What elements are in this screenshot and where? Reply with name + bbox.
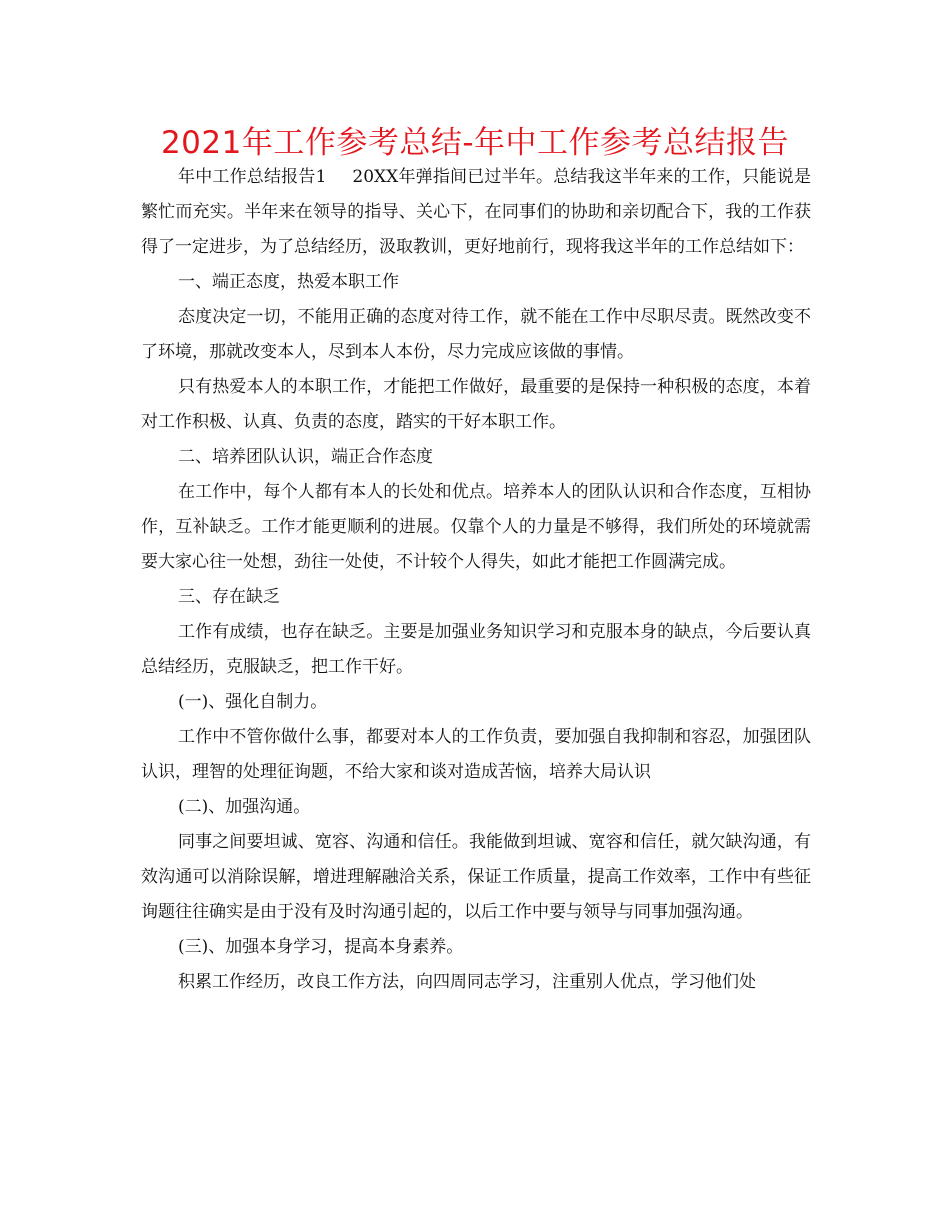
intro-text: 20XX年弹指间已过半年。总结我这半年来的工作，只能说是繁忙而充实。半年来在领导的指导、关心下，在同事们的协助和亲切配合下，我的工作获得了一定进步，为了总结经历，汲取教训，更好地前行，现将我这半年的工作总结如下： [141,167,811,257]
paragraph: 同事之间要坦诚、宽容、沟通和信任。我能做到坦诚、宽容和信任，就欠缺沟通，有效沟通可以消除误解，增进理解融洽关系，保证工作质量，提高工作效率，工作中有些征询题往往确实是由于没有及时沟通引起的，以后工作中要与领导与同事加强沟通。 [141,832,811,922]
paragraph: 在工作中，每个人都有本人的长处和优点。培养本人的团队认识和合作态度，互相协作，互补缺乏。工作才能更顺利的进展。仅靠个人的力量是不够得，我们所处的环境就需要大家心往一处想，劲往一处使，不计较个人得失，如此才能把工作圆满完成。 [141,482,811,572]
document-body [141,160,811,1000]
paragraph: 工作有成绩，也存在缺乏。主要是加强业务知识学习和克服本身的缺点，今后要认真总结经历，克服缺乏，把工作干好。 [141,622,811,677]
section-heading-2: 二、培养团队认识，端正合作态度 [178,447,433,467]
paragraph: 积累工作经历，改良工作方法，向四周同志学习，注重别人优点，学习他们处 [178,972,756,992]
section-heading-3: 三、存在缺乏 [178,587,280,607]
subheading-3: (三)、加强本身学习，提高本身素养。 [178,937,464,957]
intro-label: 年中工作总结报告1 [178,167,327,187]
paragraph: 工作中不管你做什么事，都要对本人的工作负责，要加强自我抑制和容忍，加强团队认识，理智的处理征询题，不给大家和谈对造成苦恼，培养大局认识 [141,727,811,782]
paragraph: 只有热爱本人的本职工作，才能把工作做好，最重要的是保持一种积极的态度，本着对工作积极、认真、负责的态度，踏实的干好本职工作。 [141,377,811,432]
subheading-2: (二)、加强沟通。 [178,797,311,817]
subheading-1: (一)、强化自制力。 [178,692,328,712]
section-heading-1: 一、端正态度，热爱本职工作 [178,272,399,292]
document-title: 2021年工作参考总结-年中工作参考总结报告 [160,125,790,161]
paragraph: 态度决定一切，不能用正确的态度对待工作，就不能在工作中尽职尽责。既然改变不了环境，那就改变本人，尽到本人本份，尽力完成应该做的事情。 [141,307,811,362]
paragraph-intro [141,160,811,265]
